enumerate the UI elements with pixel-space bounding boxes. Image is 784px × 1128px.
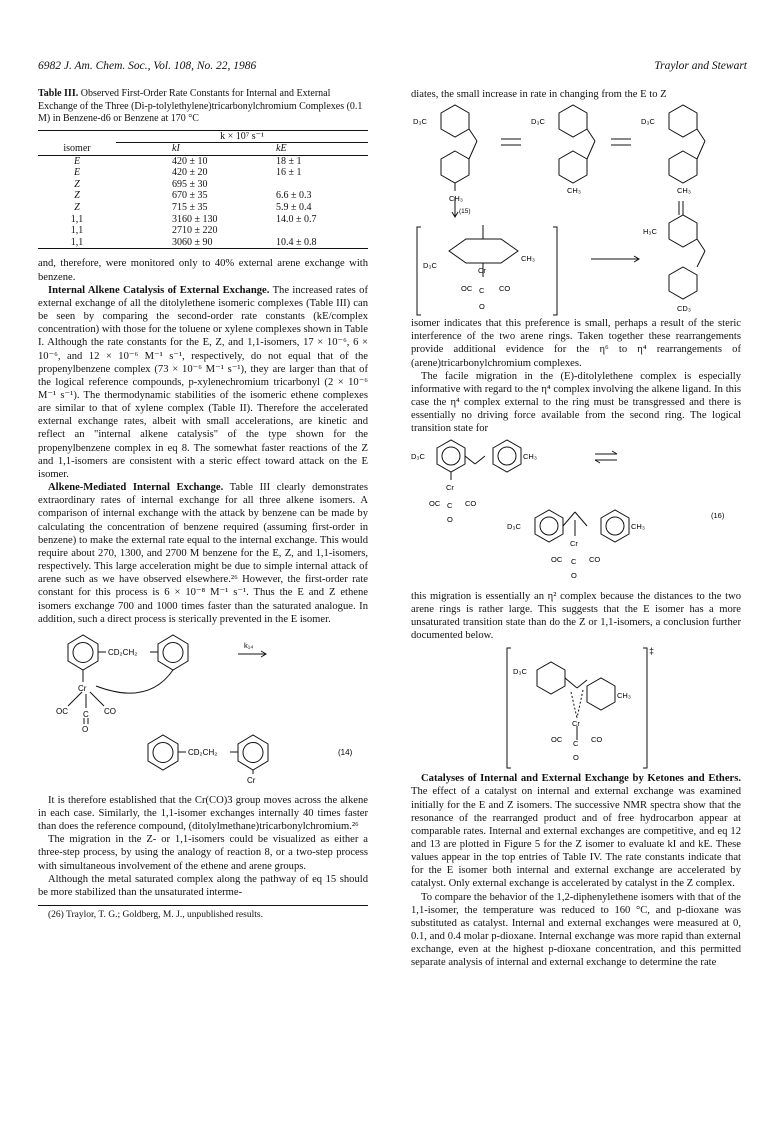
arene-ring — [669, 215, 697, 247]
d3c-label: D₃C — [641, 117, 655, 127]
running-header-right: Traylor and Stewart — [654, 60, 747, 72]
arene-ring — [587, 678, 615, 710]
oc-label: OC — [551, 735, 563, 745]
cr-label: Cr — [446, 482, 454, 492]
left-paragraph-6: Although the metal saturated complex along the pathway of eq 15 should be more stabilized than the unsaturated interme- — [38, 873, 368, 898]
c-label: C — [479, 286, 485, 296]
table-row: Z 670 ± 35 6.6 ± 0.3 — [74, 190, 312, 202]
running-header-left: 6982 J. Am. Chem. Soc., Vol. 108, No. 22, 1986 — [38, 60, 257, 72]
table-caption-label: Table III. — [38, 88, 79, 99]
table-col-isomer: isomer — [38, 143, 116, 156]
double-dagger: ‡ — [649, 646, 655, 657]
section-heading-catalyses: Catalyses of Internal and External Exchange by Ketones and Ethers. — [421, 773, 741, 785]
table-col-ke: kE — [240, 143, 368, 156]
left-paragraph-1: and, therefore, were monitored only to 40% external arene exchange with benzene. — [38, 258, 368, 283]
section-heading-alkene-mediated: Alkene-Mediated Internal Exchange. — [48, 482, 224, 494]
cr-label: Cr — [570, 538, 578, 548]
arene-ring — [537, 662, 565, 694]
right-paragraph-5-body: The effect of a catalyst on internal and external exchange was examined initially for the E and Z isomers. The successive NMR spectra show that the resonance of the rearranged product and of free hydrocarbon appear at comparable rates. Internal and external exchanges are competitive, and eq 12 and 13 are plotted in Figure 5 for the Z isomer to evaluate kI and kE. These values appear in the top entries of Table IV. The rate constants indicate that for the E isomer both internal and external exchange are accelerated by catalyst. Only external exchange is accelerated by catalyst in the Z complex. — [411, 786, 741, 890]
o-label: O — [571, 570, 577, 580]
table-row: Z 695 ± 30 — [74, 178, 208, 190]
d3c-label: D₃C — [413, 117, 427, 127]
ch3-label: CH₃ — [631, 521, 645, 531]
arene-ring — [601, 510, 629, 542]
d3c-label: D₃C — [423, 261, 437, 271]
d3c-label: D₃C — [507, 521, 521, 531]
ch3-label: CH₃ — [521, 254, 535, 264]
table-row: 1,1 2710 ± 220 — [70, 225, 218, 237]
table-row: 1,1 3160 ± 130 14.0 ± 0.7 — [70, 213, 317, 225]
co-label: CO — [499, 284, 511, 294]
right-paragraph-2: isomer indicates that this preference is small, perhaps a result of the steric interference of the two arene rings. Taken together these rearrangements provide additional evidence for the η⁶ to η⁴ rearrangements of (arene)tricarbonylchromium complexes. — [411, 318, 741, 369]
arene-ring — [493, 440, 521, 472]
table-row: 1,1 3060 ± 90 10.4 ± 0.8 — [38, 237, 368, 249]
d3c-label: D₃C — [531, 117, 545, 127]
right-column — [411, 88, 741, 970]
oc-label: OC — [429, 498, 441, 508]
cd2ch2-label: CD₂CH₂ — [188, 747, 218, 757]
right-paragraph-3: The facile migration in the (E)-ditolylethene complex is especially informative with regard to the η⁴ complex involving the alkene ligand. In this case the η⁴ complex external to the ring must be transgressed and there is essentially no driving force available from the second ring. The logical transition state for — [411, 370, 741, 435]
table-col-ki: kI — [116, 143, 240, 156]
arene-ring — [441, 105, 469, 137]
ch3-label: CH₃ — [677, 186, 691, 196]
equation-number-15: (15) — [459, 208, 471, 216]
table-row: E 420 ± 10 18 ± 1 — [73, 155, 302, 167]
equation-number-14: (14) — [338, 747, 353, 757]
left-paragraph-2-body: The increased rates of external exchange of all the ditolylethene isomeric complexes (Table III) can be seen by comparing the second-order rate constants (kE/complex concentration) with those for the toluene or xylene complexes shown in Table I. Although the rate constants for the E, Z, and 1,1-isomers, 17 × 10⁻⁶, 6 × 10⁻⁶, and 12 × 10⁻⁶ M⁻¹ s⁻¹, respectively, do not equal that of the propenylbenzene complex (73 × 10⁻⁶ M⁻¹ s⁻¹), they are larger than that of the logical reference compounds, p-xylenechromium tricarbonyl (2 × 10⁻⁶ M⁻¹ s⁻¹). The thermodynamic stabilities of the isomeric ethene complexes are similar to that of xylene complex (Table II). Therefore the accelerated external exchange rates, albeit with small accelerations, are kinetic and reflect an "internal alkene catalysis" of the type shown for the propenylbenzene complex in eq 8. The somewhat faster reactions of the Z and 1,1-isomers are consistent with a steric effect toward attack on the E isomer. — [38, 284, 368, 480]
co-label: CO — [591, 735, 603, 745]
left-paragraph-3 — [38, 481, 368, 626]
cr-label: Cr — [572, 719, 580, 729]
cr-label: Cr — [478, 266, 486, 276]
c-label: C — [573, 739, 579, 749]
arene-ring — [535, 510, 563, 542]
ch3-label: CH₃ — [567, 186, 581, 196]
o-label: O — [82, 724, 89, 734]
cd3-label: CD₃ — [677, 304, 691, 314]
co-label: CO — [589, 554, 601, 564]
d3c-label: D₃C — [513, 667, 527, 677]
c-label: C — [571, 556, 577, 566]
c-label: C — [83, 709, 89, 719]
table-caption-text: Observed First-Order Rate Constants for Internal and External Exchange of the Three (Di-p-tolylethylene)tricarbonylchromium Complexes (0.1 M) in Benzene-d6 or Benzene at 170 °C — [38, 88, 363, 124]
cr-label: Cr — [78, 683, 87, 693]
arene-ring — [441, 151, 469, 183]
oc-label: OC — [461, 284, 473, 294]
h3c-label: H₃C — [643, 227, 657, 237]
co-label: CO — [465, 498, 477, 508]
left-paragraph-4: It is therefore established that the Cr(CO)3 group moves across the alkene in each case. Similarly, the 1,1-isomer exchanges internally 40 times faster than does the reference compound, (ditolylmethane)tricarbonylchromium.²⁶ — [38, 794, 368, 833]
table-row: E 420 ± 20 16 ± 1 — [73, 167, 302, 179]
arene-ring — [669, 105, 697, 137]
k14-label: k₁₄ — [244, 640, 254, 650]
rate-constant-table — [38, 130, 368, 250]
transition-state-structure — [411, 642, 741, 772]
left-paragraph-3-body: Table III clearly demonstrates extraordinary rates of internal exchange for all three alkene isomers. A comparison of internal exchange with the attack by benzene can be made by calculating the concentration of benzene required (assuming first-order in benzene) to make the external rate equal to the internal exchange. This would require about 270, 1300, and 2700 M benzene for the E, Z, and 1,1-isomers, respectively. This large acceleration might be due to simple internal attack of arene such as we have observed elsewhere.²⁶ However, the first-order rate constant for this process is 6 × 10⁻⁸ M⁻¹ s⁻¹. Thus the E and Z ethene isomers exchange 700 and 1000 times faster than the saturated analogue. In addition, such a direct process is sterically prevented in the E isomer. — [38, 482, 368, 625]
co-label: CO — [104, 706, 116, 716]
arene-ring — [669, 151, 697, 183]
cd2ch2-label: CD₂CH₂ — [108, 647, 138, 657]
oc-label: OC — [56, 706, 68, 716]
o-label: O — [479, 302, 485, 312]
ch3-label: CH₃ — [523, 451, 537, 461]
left-column — [38, 88, 368, 922]
arene-ring-circle — [73, 642, 93, 662]
section-heading-internal-alkene: Internal Alkene Catalysis of External Exchange. — [48, 284, 270, 296]
table-group-header: k × 10⁷ s⁻¹ — [116, 130, 368, 143]
right-paragraph-4: this migration is essentially an η² complex because the distances to the two arene rings is rather large. This suggests that the E isomer has a more unsaturated transition state than do the Z or 1,1-isomers, a conclusion further documented below. — [411, 590, 741, 642]
d3c-label: D₃C — [411, 451, 425, 461]
arene-ring — [559, 105, 587, 137]
c-label: C — [447, 500, 453, 510]
migration-arrow — [96, 670, 173, 693]
left-paragraph-5: The migration in the Z- or 1,1-isomers could be visualized as either a three-step process, by using the analogy of reaction 8, or a two-step process with simultaneous involvement of the ethene and arene groups. — [38, 834, 368, 872]
right-paragraph-5 — [411, 772, 741, 890]
footnote-26: (26) Traylor, T. G.; Goldberg, M. J., unpublished results. — [38, 905, 368, 922]
bridged-arene — [449, 239, 518, 263]
oc-label: OC — [551, 554, 563, 564]
left-paragraph-2 — [38, 284, 368, 481]
table-caption — [38, 88, 368, 126]
right-paragraph-1: diates, the small increase in rate in changing from the E to Z — [411, 89, 667, 100]
arene-ring — [437, 440, 465, 472]
cr-label: Cr — [247, 775, 256, 785]
arene-ring — [669, 267, 697, 299]
scheme-eq14 — [38, 626, 368, 794]
right-paragraph-6: To compare the behavior of the 1,2-diphenylethene isomers with that of the 1,1-isomer, the temperature was reduced to 160 °C, and p-dioxane was substituted as catalyst. Internal and external exchanges were measured at 0, 0.1, and 0.4 molar p-dioxane. Internal exchange was more rapid than external exchange, even at the highest p-dioxane concentration, and this permitted separate analysis of internal and external exchange to determine the rate — [411, 891, 741, 969]
equation-number-16: (16) — [711, 510, 725, 520]
ch3-label: CH₃ — [449, 194, 463, 204]
o-label: O — [447, 514, 453, 524]
ch3-label: CH₃ — [617, 691, 631, 701]
o-label: O — [573, 753, 579, 763]
arene-ring — [559, 151, 587, 183]
scheme-eq16 — [411, 436, 741, 590]
scheme-eq15 — [411, 101, 741, 317]
table-row: Z 715 ± 35 5.9 ± 0.4 — [74, 202, 312, 214]
